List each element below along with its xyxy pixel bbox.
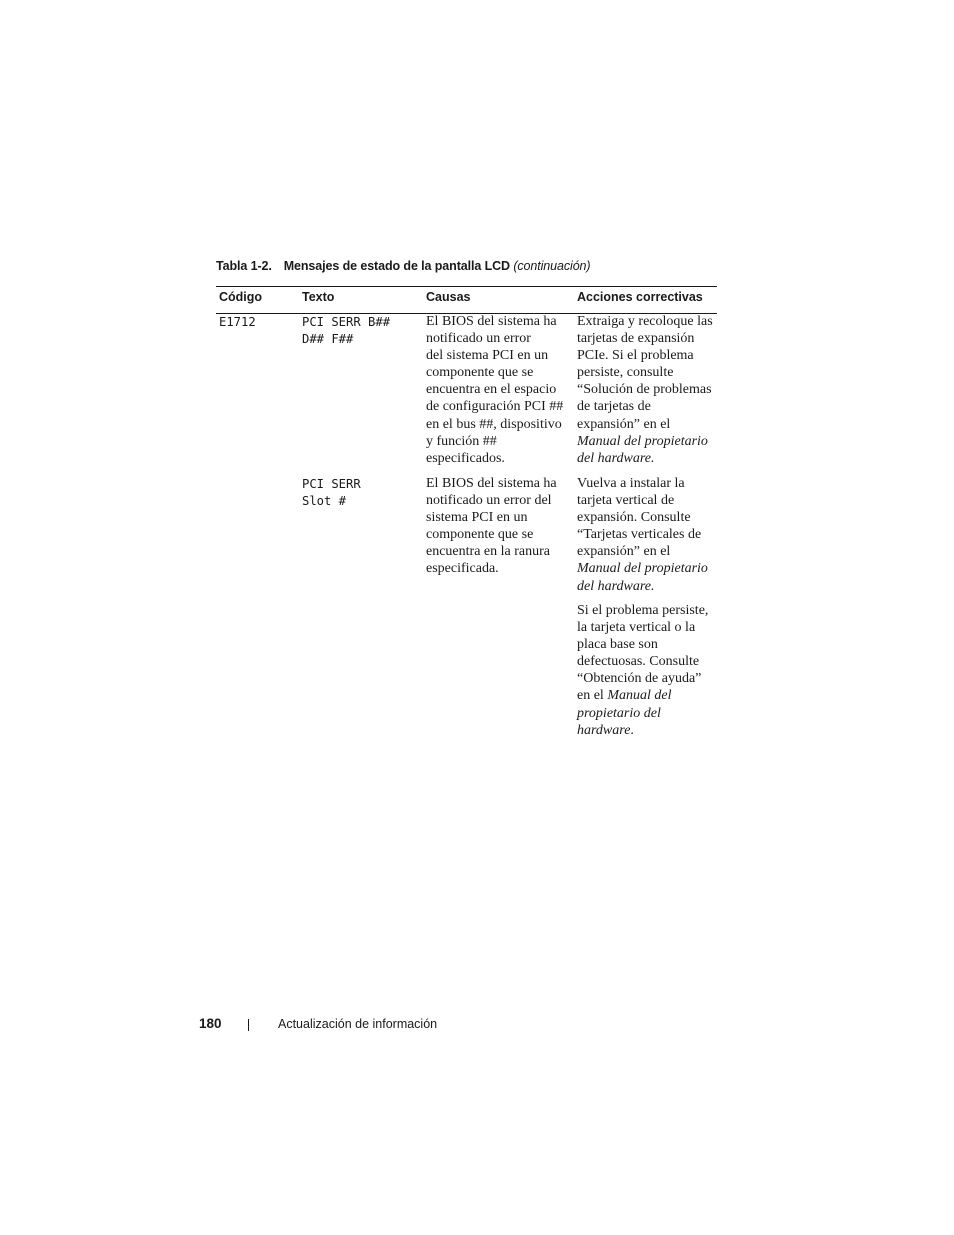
row2-action-line: Manual del propietario (577, 561, 708, 577)
row1-code: E1712 (219, 315, 256, 329)
row1-action-line: Manual del propietario (577, 433, 708, 449)
row2-action-line: Vuelva a instalar la (577, 476, 685, 491)
row2-action2-line: “Obtención de ayuda” (577, 671, 702, 687)
row2-text-line: PCI SERR (302, 477, 361, 491)
row2-action2-text: en el (577, 688, 608, 704)
row2-action2-line (577, 722, 708, 739)
header-text: Texto (302, 290, 335, 304)
table-caption (216, 259, 590, 273)
row1-cause-line: encuentra en el espacio (426, 382, 557, 398)
row1-cause-line: de configuración PCI ## (426, 399, 564, 415)
row1-action-line: del hardware. (577, 450, 655, 466)
row2-action-line: “Tarjetas verticales de (577, 527, 702, 543)
row2-cause-line: componente que se (426, 527, 534, 543)
row2-text-line: Slot # (302, 494, 347, 509)
row1-action (577, 313, 713, 467)
table-top-rule (216, 286, 717, 287)
table-caption-continuation: (continuación) (513, 259, 591, 273)
row2-cause (426, 475, 557, 578)
row2-action2-line: placa base son (577, 637, 658, 653)
row2-cause-line: sistema PCI en un (426, 510, 528, 526)
row2-action2-text: . (630, 722, 634, 738)
row2-cause-line: encuentra en la ranura (426, 544, 550, 560)
row1-text (302, 314, 390, 348)
header-causes: Causas (426, 290, 471, 304)
row1-text-line: PCI SERR B## (302, 315, 391, 329)
row1-cause-line: componente que se (426, 365, 534, 381)
row1-action-line: de tarjetas de (577, 399, 651, 415)
table-caption-label: Tabla 1-2. (216, 259, 272, 273)
row1-cause-line: y función ## (426, 433, 497, 449)
row2-action-line: expansión” en el (577, 544, 671, 560)
row1-cause (426, 313, 563, 467)
row2-action-line: expansión. Consulte (577, 510, 691, 526)
row2-text (302, 476, 361, 510)
row1-cause-line: notificado un error (426, 331, 531, 347)
row1-action-line: persiste, consulte (577, 365, 674, 381)
row2-cause-line: especificada. (426, 561, 499, 577)
row1-cause-line: especificados. (426, 450, 505, 466)
row2-action2-line: propietario del (577, 705, 661, 721)
header-actions: Acciones correctivas (577, 290, 703, 304)
row2-action2-line: la tarjeta vertical o la (577, 620, 696, 636)
table-caption-title: Mensajes de estado de la pantalla LCD (283, 259, 510, 273)
row1-cause-line: El BIOS del sistema ha (426, 314, 557, 329)
footer-divider (248, 1019, 249, 1031)
footer-section-title: Actualización de información (278, 1017, 438, 1031)
row2-action-line: del hardware. (577, 578, 655, 594)
row2-action2-line: Si el problema persiste, (577, 603, 709, 618)
row1-cause-line: del sistema PCI en un (426, 348, 549, 364)
row2-cause-line: notificado un error del (426, 493, 552, 509)
row1-action-line: tarjetas de expansión (577, 331, 695, 347)
row2-action2-manual-title: Manual del (607, 688, 672, 704)
page-number: 180 (199, 1016, 222, 1031)
row2-action2-line: defectuosas. Consulte (577, 654, 700, 670)
row1-text-line: D## F## (302, 332, 354, 347)
row2-action2-line (577, 687, 708, 704)
row1-action-line: PCIe. Si el problema (577, 348, 694, 364)
row2-action (577, 475, 708, 595)
row2-cause-line: El BIOS del sistema ha (426, 476, 557, 491)
row1-action-line: “Solución de problemas (577, 382, 712, 398)
row1-action-line: Extraiga y recoloque las (577, 314, 713, 329)
row1-action-line: expansión” en el (577, 416, 671, 432)
row1-cause-line: en el bus ##, dispositivo (426, 416, 562, 432)
row2-action2-manual-title: hardware (577, 722, 631, 738)
row2-action-followup (577, 602, 708, 739)
header-code: Código (219, 290, 263, 304)
row2-action-line: tarjeta vertical de (577, 493, 675, 509)
